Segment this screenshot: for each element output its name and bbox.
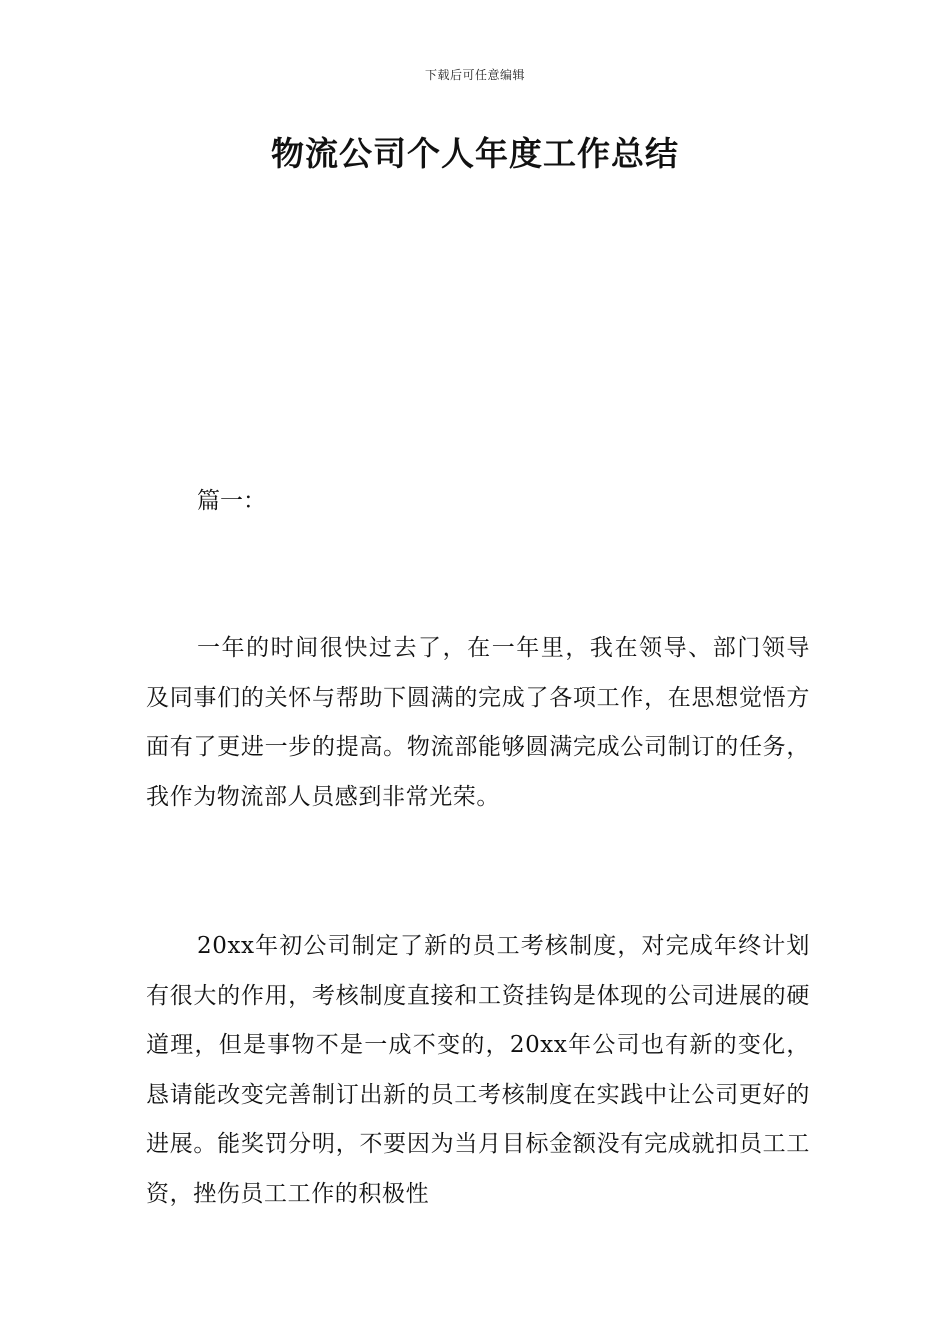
document-title: 物流公司个人年度工作总结 <box>271 134 679 173</box>
body-paragraph-1: 一年的时间很快过去了，在一年里，我在领导、部门领导及同事们的关怀与帮助下圆满的完成了各项工作，在思想觉悟方面有了更进一步的提高。物流部能够圆满完成公司制订的任务，我作为物流部人员感到非常光荣。 <box>146 635 810 810</box>
header-note: 下载后可任意编辑 <box>424 68 525 82</box>
section-heading: 篇一： <box>197 488 266 514</box>
body-paragraph-2: 20xx年初公司制定了新的员工考核制度，对完成年终计划有很大的作用，考核制度直接和工资挂钩是体现的公司进展的硬道理，但是事物不是一成不变的，20xx年公司也有新的变化，恳请能改变完善制订出新的员工考核制度在实践中让公司更好的进展。能奖罚分明，不要因为当月目标金额没有完成就扣员工工资，挫伤员工工作的积极性 <box>146 933 810 1207</box>
